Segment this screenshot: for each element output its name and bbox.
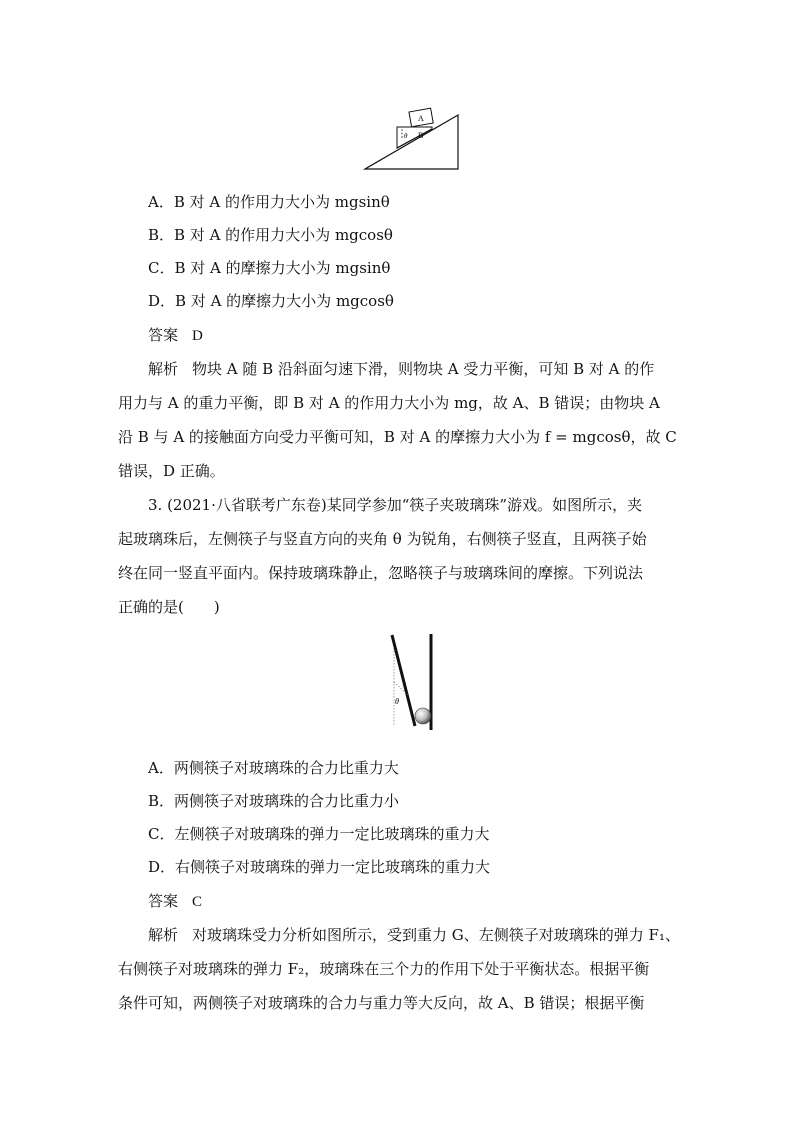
- label-theta: θ: [404, 132, 408, 140]
- chopsticks-figure: [385, 632, 445, 734]
- q3-option-d: D．右侧筷子对玻璃珠的弹力一定比玻璃珠的重力大: [148, 858, 491, 876]
- q2-analysis-line-4: 错误，D 正确。: [118, 462, 225, 480]
- label-b: B: [418, 131, 424, 140]
- q2-option-b: B．B 对 A 的作用力大小为 mgcosθ: [148, 226, 393, 244]
- analysis-label: 解析: [148, 926, 179, 944]
- incline-figure: [360, 105, 470, 173]
- q2-analysis-line-2: 用力与 A 的重力平衡，即 B 对 A 的作用力大小为 mg，故 A、B 错误；由物块 A: [118, 394, 660, 412]
- glass-bead: [415, 708, 431, 724]
- q3-answer: [148, 891, 202, 912]
- q2-option-d: D．B 对 A 的摩擦力大小为 mgcosθ: [148, 292, 394, 310]
- q3-option-b: B．两侧筷子对玻璃珠的合力比重力小: [148, 792, 400, 810]
- answer-label: 答案: [148, 892, 179, 910]
- answer-label: 答案: [148, 326, 179, 344]
- analysis-text: 物块 A 随 B 沿斜面匀速下滑，则物块 A 受力平衡，可知 B 对 A 的作: [192, 360, 655, 378]
- q2-answer: [148, 325, 203, 346]
- q3-analysis-line-2: 右侧筷子对玻璃珠的弹力 F₂，玻璃珠在三个力的作用下处于平衡状态。根据平衡: [118, 960, 650, 978]
- q3-analysis-line-1: [148, 925, 680, 945]
- q2-option-a: A．B 对 A 的作用力大小为 mgsinθ: [148, 193, 390, 211]
- q2-analysis-line-3: 沿 B 与 A 的接触面方向受力平衡可知，B 对 A 的摩擦力大小为 f = mgcosθ，故 C: [118, 428, 677, 446]
- q2-analysis-line-1: [148, 359, 654, 379]
- analysis-label: 解析: [148, 360, 179, 378]
- analysis-text: 对玻璃珠受力分析如图所示，受到重力 G、左侧筷子对玻璃珠的弹力 F₁、: [192, 926, 680, 944]
- answer-value: C: [192, 894, 203, 910]
- label-theta-2: θ: [395, 697, 399, 706]
- q2-option-c: C．B 对 A 的摩擦力大小为 mgsinθ: [148, 259, 391, 277]
- q3-option-c: C．左侧筷子对玻璃珠的弹力一定比玻璃珠的重力大: [148, 825, 490, 843]
- left-chopstick-upper: [392, 635, 415, 726]
- label-a: A: [418, 114, 424, 123]
- incline-wedge: [365, 115, 458, 169]
- q3-stem-line-2: 起玻璃珠后，左侧筷子与竖直方向的夹角 θ 为锐角，右侧筷子竖直，且两筷子始: [118, 530, 647, 548]
- q3-stem-line-3: 终在同一竖直平面内。保持玻璃珠静止，忽略筷子与玻璃珠间的摩擦。下列说法: [118, 564, 644, 582]
- q3-analysis-line-3: 条件可知，两侧筷子对玻璃珠的合力与重力等大反向，故 A、B 错误；根据平衡: [118, 994, 645, 1012]
- q3-stem-line-4: 正确的是( ): [118, 598, 220, 616]
- q3-stem-line-1: 3. (2021·八省联考广东卷)某同学参加“筷子夹玻璃珠”游戏。如图所示，夹: [148, 496, 643, 514]
- answer-value: D: [192, 328, 203, 344]
- q3-option-a: A．两侧筷子对玻璃珠的合力比重力大: [148, 759, 399, 777]
